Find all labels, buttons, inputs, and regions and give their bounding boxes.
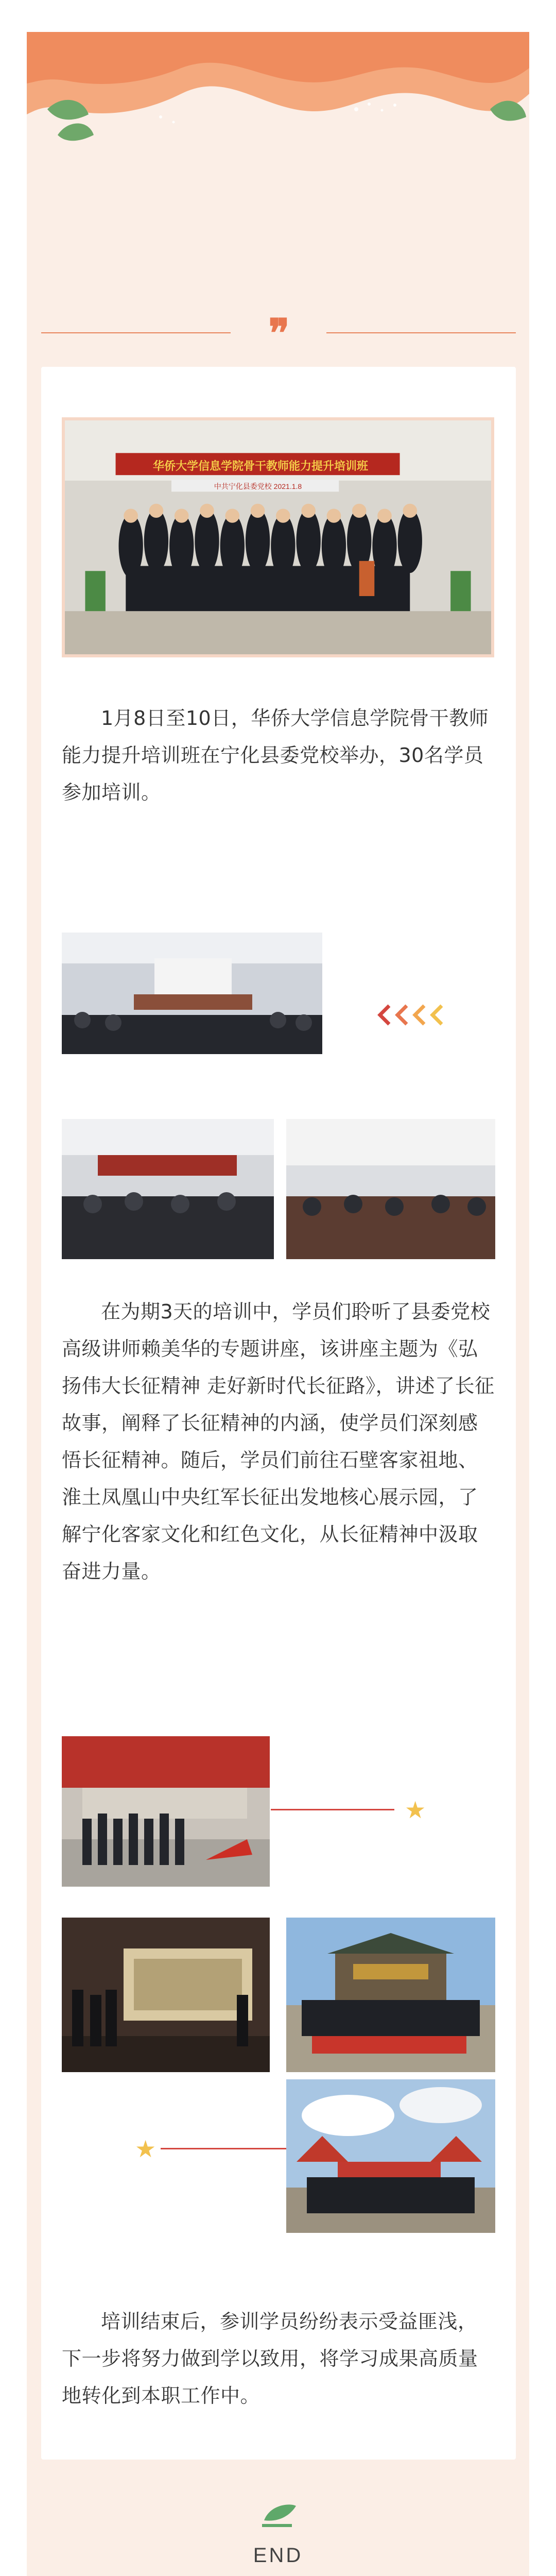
- leaf-icon: [260, 2499, 298, 2530]
- paragraph-intro: 1月8日至10日，华侨大学信息学院骨干教师能力提升培训班在宁化县委党校举办，30名学员参加培训。: [62, 707, 489, 804]
- star-icon-2: ★: [135, 2135, 157, 2163]
- museum-visit-photo: [62, 1736, 270, 1887]
- group-photo: [62, 417, 494, 657]
- outdoor-group-photo: [286, 2079, 495, 2233]
- exhibit-photo: [62, 1918, 270, 2072]
- paragraph-training: 在为期3天的培训中，学员们聆听了县委党校高级讲师赖美华的专题讲座，该讲座主题为《弘扬伟大长征精神 走好新时代长征路》，讲述了长征故事，阐释了长征精神的内涵，使学员们深刻感悟长征精神。随后，学员们前往石壁客家祖地、淮土凤凰山中央红军长征出发地核心展示园，了解宁化客家文化和红色文化，从长征精神中汲取奋进力量。: [62, 1300, 495, 1583]
- top-wave-decoration: [27, 32, 529, 150]
- paragraph-conclusion: 培训结束后，参训学员纷纷表示受益匪浅，下一步将努力做到学以致用，将学习成果高质量地转化到本职工作中。: [62, 2310, 478, 2407]
- red-line-decoration-2: [161, 2148, 286, 2149]
- gate-group-photo: [286, 1918, 495, 2072]
- red-line-decoration: [271, 1809, 394, 1810]
- end-label: END: [253, 2544, 303, 2567]
- divider-right: [326, 332, 516, 333]
- banner-title: 华侨大学信息学院骨干教师能力提升培训班: [152, 460, 368, 472]
- classroom-photo-2: [286, 1119, 495, 1259]
- lecture-photo: [62, 933, 322, 1054]
- classroom-photo: [62, 1119, 274, 1259]
- star-icon: ★: [405, 1796, 426, 1824]
- chevron-left-icon: [375, 1004, 443, 1026]
- banner-subtitle: 中共宁化县委党校 2021.1.8: [214, 482, 302, 490]
- divider-left: [41, 332, 231, 333]
- quote-icon: ❞: [268, 310, 288, 356]
